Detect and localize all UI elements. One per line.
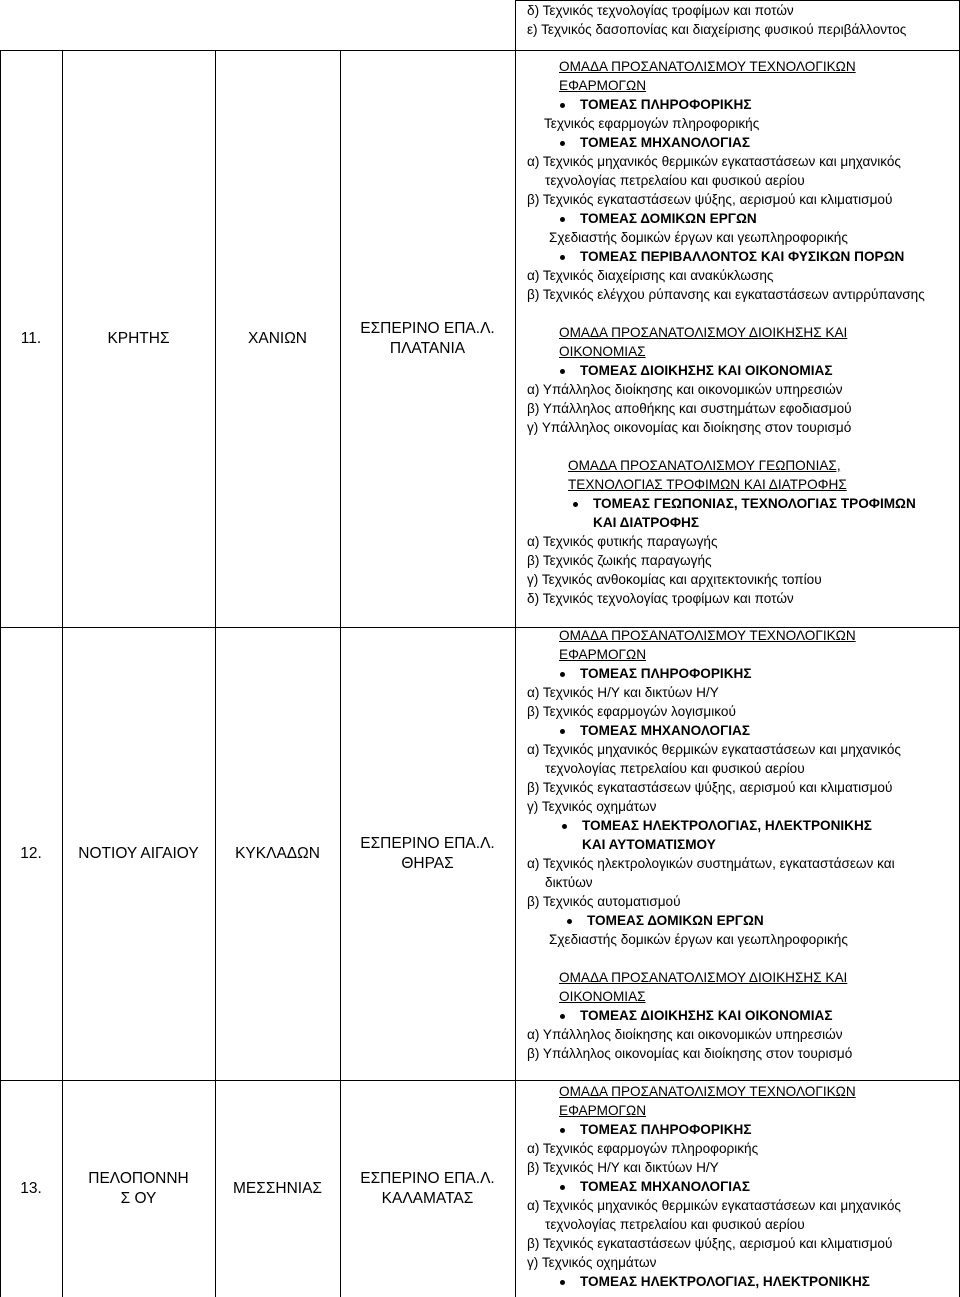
sector-heading: ΤΟΜΕΑΣ ΠΛΗΡΟΦΟΡΙΚΗΣ	[580, 666, 752, 681]
sector-heading: ΤΟΜΕΑΣ ΜΗΧΑΝΟΛΟΓΙΑΣ	[580, 1179, 751, 1194]
specialty-line: δ) Τεχνικός τεχνολογίας τροφίμων και ποτών	[527, 591, 794, 606]
bullet-icon	[560, 729, 565, 734]
specialty-line: α) Τεχνικός Η/Υ και δικτύων Η/Υ	[527, 685, 719, 700]
prefecture-cell	[215, 0, 340, 50]
group-heading: ΕΦΑΡΜΟΓΩΝ	[559, 78, 647, 93]
column-border	[515, 1080, 516, 1297]
group-heading: ΤΕΧΝΟΛΟΓΙΑΣ ΤΡΟΦΙΜΩΝ ΚΑΙ ΔΙΑΤΡΟΦΗΣ	[568, 477, 847, 492]
region-cell: ΚΡΗΤΗΣ	[107, 329, 170, 347]
specialty-line: γ) Τεχνικός οχημάτων	[527, 799, 657, 814]
specialty-line: ΚΑΙ ΔΙΑΤΡΟΦΗΣ	[593, 515, 699, 530]
sector-heading: ΤΟΜΕΑΣ ΜΗΧΑΝΟΛΟΓΙΑΣ	[580, 135, 751, 150]
specialty-line: ΚΑΙ ΑΥΤΟΜΑΤΙΣΜΟΥ	[582, 837, 716, 852]
row-border	[515, 0, 960, 1]
specialty-line: γ) Τεχνικός οχημάτων	[527, 1255, 657, 1270]
specialty-line: Τεχνικός εφαρμογών πληροφορικής	[544, 116, 760, 131]
specialty-line: τεχνολογίας πετρελαίου και φυσικού αερίου	[545, 1217, 805, 1232]
bullet-icon	[560, 1185, 565, 1190]
region-cell	[62, 0, 215, 50]
sector-heading: ΤΟΜΕΑΣ ΠΛΗΡΟΦΟΡΙΚΗΣ	[580, 97, 752, 112]
row-number	[0, 0, 62, 50]
bullet-icon	[560, 1280, 565, 1285]
group-heading: ΟΜΑΔΑ ΠΡΟΣΑΝΑΤΟΛΙΣΜΟΥ ΤΕΧΝΟΛΟΓΙΚΩΝ	[559, 59, 856, 74]
sector-heading: ΤΟΜΕΑΣ ΔΟΜΙΚΩΝ ΕΡΓΩΝ	[587, 913, 764, 928]
group-heading: ΕΦΑΡΜΟΓΩΝ	[559, 647, 647, 662]
school-name-line: ΕΣΠΕΡΙΝΟ ΕΠΑ.Λ.	[360, 834, 495, 852]
sector-heading: ΤΟΜΕΑΣ ΜΗΧΑΝΟΛΟΓΙΑΣ	[580, 723, 751, 738]
sector-heading: ΤΟΜΕΑΣ ΗΛΕΚΤΡΟΛΟΓΙΑΣ, ΗΛΕΚΤΡΟΝΙΚΗΣ	[582, 818, 872, 833]
specialty-line: α) Υπάλληλος διοίκησης και οικονομικών υπηρεσιών	[527, 1027, 843, 1042]
sector-heading: ΤΟΜΕΑΣ ΔΙΟΙΚΗΣΗΣ ΚΑΙ ΟΙΚΟΝΟΜΙΑΣ	[580, 1008, 833, 1023]
bullet-icon	[560, 103, 565, 108]
bullet-icon	[560, 369, 565, 374]
specialty-line: β) Τεχνικός ελέγχου ρύπανσης και εγκαταστάσεων αντιρρύπανσης	[527, 287, 925, 302]
group-heading: ΟΙΚΟΝΟΜΙΑΣ	[559, 344, 646, 359]
specialty-line: β) Τεχνικός εγκαταστάσεων ψύξης, αερισμού και κλιματισμού	[527, 1236, 893, 1251]
specialty-line: β) Τεχνικός εφαρμογών λογισμικού	[527, 704, 736, 719]
specialty-line: β) Τεχνικός αυτοματισμού	[527, 894, 681, 909]
specialty-line: α) Τεχνικός μηχανικός θερμικών εγκαταστάσεων και μηχανικός	[527, 742, 901, 757]
specialty-line: β) Υπάλληλος αποθήκης και συστημάτων εφοδιασμού	[527, 401, 852, 416]
bullet-icon	[560, 1014, 565, 1019]
specialty-line: α) Υπάλληλος διοίκησης και οικονομικών υπηρεσιών	[527, 382, 843, 397]
specialty-line: β) Τεχνικός Η/Υ και δικτύων Η/Υ	[527, 1160, 719, 1175]
specialty-line: δ) Τεχνικός τεχνολογίας τροφίμων και ποτών	[527, 3, 794, 18]
specialty-line: γ) Υπάλληλος οικονομίας και διοίκησης στον τουρισμό	[527, 420, 852, 435]
specialty-line: Σχεδιαστής δομικών έργων και γεωπληροφορικής	[549, 932, 848, 947]
specialty-line: α) Τεχνικός μηχανικός θερμικών εγκαταστάσεων και μηχανικός	[527, 154, 901, 169]
specialty-line: β) Τεχνικός εγκαταστάσεων ψύξης, αερισμού και κλιματισμού	[527, 192, 893, 207]
school-cell	[340, 0, 515, 50]
specialty-line: α) Τεχνικός μηχανικός θερμικών εγκαταστάσεων και μηχανικός	[527, 1198, 901, 1213]
bullet-icon	[560, 255, 565, 260]
specialty-line: α) Τεχνικός φυτικής παραγωγής	[527, 534, 718, 549]
school-name-line: ΘΗΡΑΣ	[401, 854, 454, 872]
specialty-line: α) Τεχνικός διαχείρισης και ανακύκλωσης	[527, 268, 774, 283]
group-heading: ΕΦΑΡΜΟΓΩΝ	[559, 1103, 647, 1118]
prefecture-cell: ΚΥΚΛΑΔΩΝ	[235, 844, 320, 862]
specialty-line: β) Υπάλληλος οικονομίας και διοίκησης στον τουρισμό	[527, 1046, 853, 1061]
specialty-line: τεχνολογίας πετρελαίου και φυσικού αερίου	[545, 173, 805, 188]
specialty-line: ε) Τεχνικός δασοπονίας και διαχείρισης φυσικού περιβάλλοντος	[527, 22, 907, 37]
bullet-icon	[562, 824, 567, 829]
sector-heading: ΤΟΜΕΑΣ ΔΟΜΙΚΩΝ ΕΡΓΩΝ	[580, 211, 757, 226]
school-name-line: ΚΑΛΑΜΑΤΑΣ	[381, 1189, 474, 1207]
specialty-line: τεχνολογίας πετρελαίου και φυσικού αερίου	[545, 761, 805, 776]
bullet-icon	[567, 919, 572, 924]
school-cell	[340, 1080, 515, 1297]
region-cell: ΝΟΤΙΟΥ ΑΙΓΑΙΟΥ	[78, 844, 199, 862]
region-cell: ΠΕΛΟΠΟΝΝΗΣ ΟΥ	[88, 1169, 189, 1207]
school-name-line: ΠΛΑΤΑΝΙΑ	[389, 339, 466, 357]
specialty-line: δικτύων	[545, 875, 593, 890]
school-cell	[340, 50, 515, 627]
specialty-line: α) Τεχνικός εφαρμογών πληροφορικής	[527, 1141, 759, 1156]
specialty-line: Σχεδιαστής δομικών έργων και γεωπληροφορικής	[549, 230, 848, 245]
prefecture-cell: ΜΕΣΣΗΝΙΑΣ	[232, 1179, 323, 1197]
row-number: 13.	[20, 1179, 42, 1197]
bullet-icon	[573, 502, 578, 507]
specialty-line: β) Τεχνικός ζωικής παραγωγής	[527, 553, 712, 568]
row-number: 12.	[20, 844, 42, 862]
group-heading: ΟΜΑΔΑ ΠΡΟΣΑΝΑΤΟΛΙΣΜΟΥ ΔΙΟΙΚΗΣΗΣ ΚΑΙ	[559, 325, 848, 340]
sector-heading: ΤΟΜΕΑΣ ΔΙΟΙΚΗΣΗΣ ΚΑΙ ΟΙΚΟΝΟΜΙΑΣ	[580, 363, 833, 378]
school-name-line: ΕΣΠΕΡΙΝΟ ΕΠΑ.Λ.	[360, 319, 495, 337]
prefecture-cell: ΧΑΝΙΩΝ	[248, 329, 307, 347]
bullet-icon	[560, 672, 565, 677]
specialty-line: β) Τεχνικός εγκαταστάσεων ψύξης, αερισμού και κλιματισμού	[527, 780, 893, 795]
column-border	[515, 627, 516, 1080]
sector-heading: ΤΟΜΕΑΣ ΓΕΩΠΟΝΙΑΣ, ΤΕΧΝΟΛΟΓΙΑΣ ΤΡΟΦΙΜΩΝ	[593, 496, 916, 511]
group-heading: ΟΙΚΟΝΟΜΙΑΣ	[559, 989, 646, 1004]
specialty-line: α) Τεχνικός ηλεκτρολογικών συστημάτων, εγκαταστάσεων και	[527, 856, 895, 871]
bullet-icon	[560, 141, 565, 146]
specialty-line: γ) Τεχνικός ανθοκομίας και αρχιτεκτονικής τοπίου	[527, 572, 822, 587]
column-border	[515, 0, 516, 50]
bullet-icon	[560, 1128, 565, 1133]
row-number: 11.	[20, 329, 42, 347]
group-heading: ΟΜΑΔΑ ΠΡΟΣΑΝΑΤΟΛΙΣΜΟΥ ΤΕΧΝΟΛΟΓΙΚΩΝ	[559, 628, 856, 643]
group-heading: ΟΜΑΔΑ ΠΡΟΣΑΝΑΤΟΛΙΣΜΟΥ ΔΙΟΙΚΗΣΗΣ ΚΑΙ	[559, 970, 848, 985]
sector-heading: ΤΟΜΕΑΣ ΠΕΡΙΒΑΛΛΟΝΤΟΣ ΚΑΙ ΦΥΣΙΚΩΝ ΠΟΡΩΝ	[580, 249, 905, 264]
bullet-icon	[560, 217, 565, 222]
school-cell	[340, 627, 515, 1080]
sector-heading: ΤΟΜΕΑΣ ΠΛΗΡΟΦΟΡΙΚΗΣ	[580, 1122, 752, 1137]
sector-heading: ΤΟΜΕΑΣ ΗΛΕΚΤΡΟΛΟΓΙΑΣ, ΗΛΕΚΤΡΟΝΙΚΗΣ	[580, 1274, 870, 1289]
column-border	[515, 50, 516, 627]
group-heading: ΟΜΑΔΑ ΠΡΟΣΑΝΑΤΟΛΙΣΜΟΥ ΤΕΧΝΟΛΟΓΙΚΩΝ	[559, 1084, 856, 1099]
school-name-line: ΕΣΠΕΡΙΝΟ ΕΠΑ.Λ.	[360, 1169, 495, 1187]
group-heading: ΟΜΑΔΑ ΠΡΟΣΑΝΑΤΟΛΙΣΜΟΥ ΓΕΩΠΟΝΙΑΣ,	[568, 458, 841, 473]
